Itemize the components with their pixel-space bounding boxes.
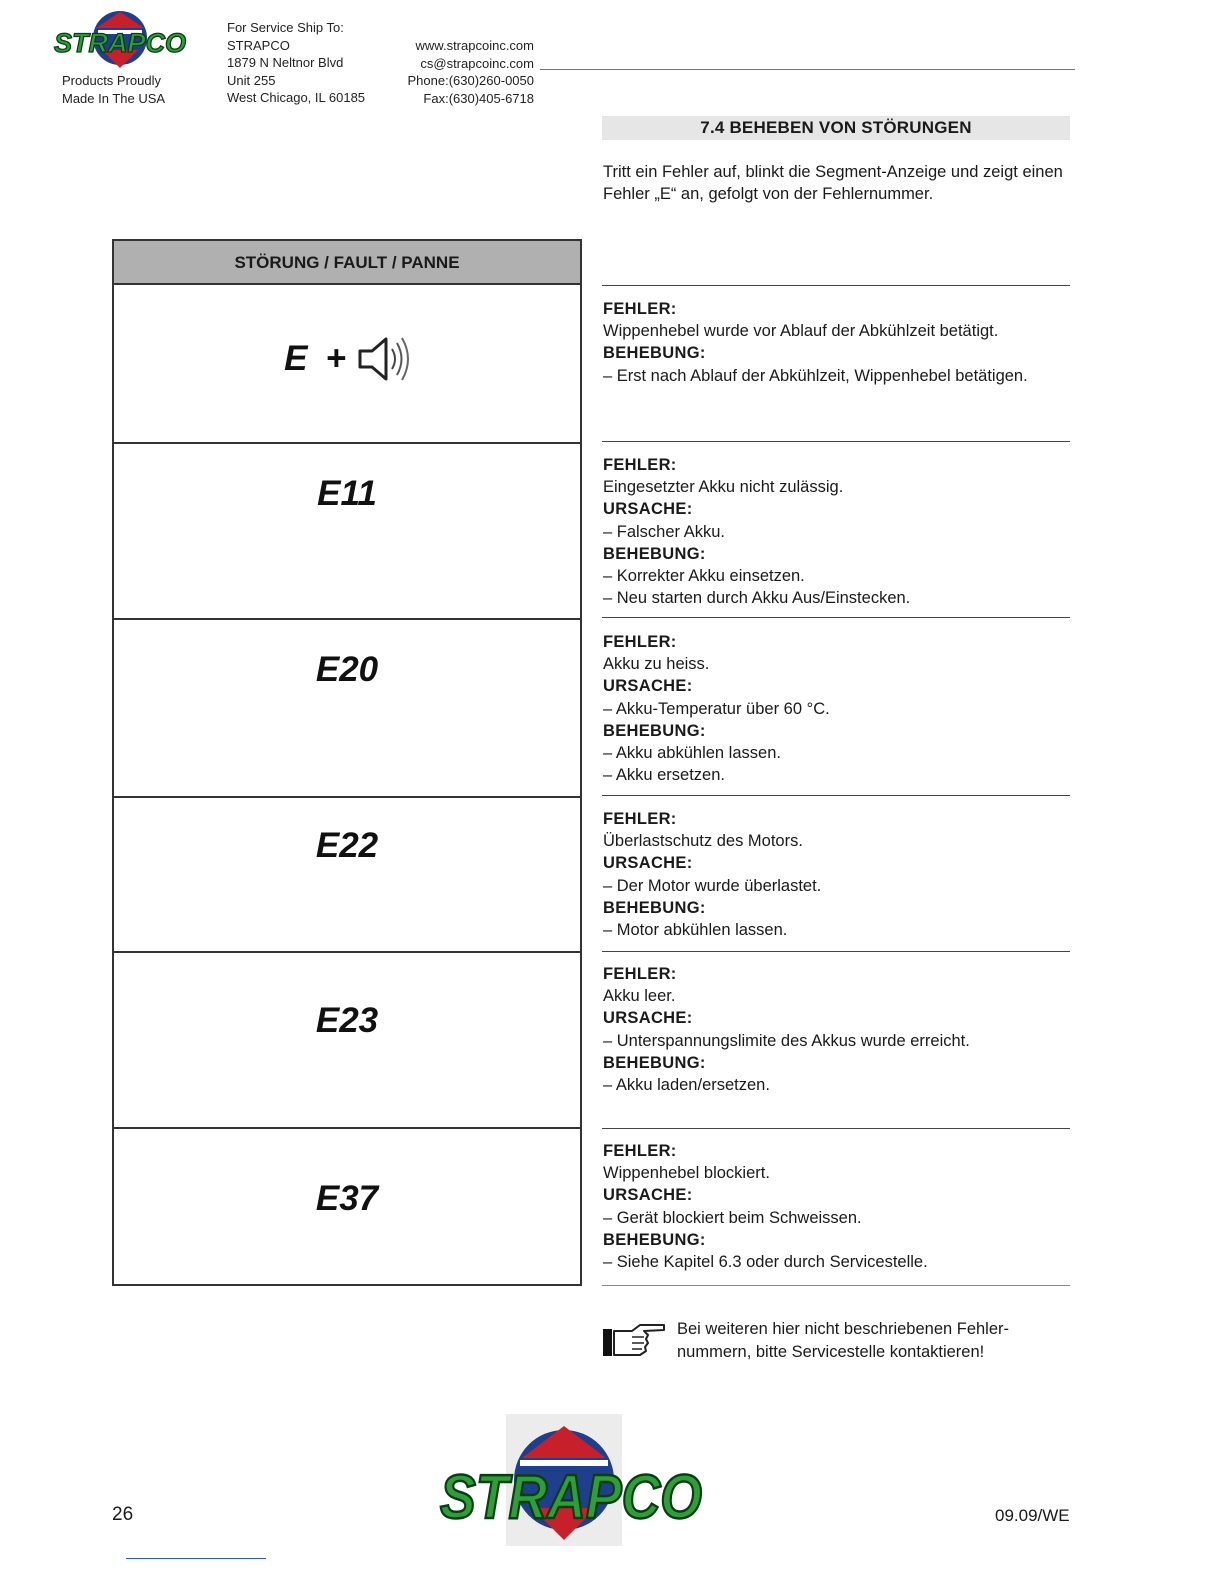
- description-list-item: – Neu starten durch Akku Aus/Einstecken.: [603, 589, 911, 608]
- description-label: URSACHE:: [603, 854, 693, 873]
- fault-description: [603, 454, 1073, 609]
- address-line: West Chicago, IL 60185: [227, 90, 366, 105]
- strapco-logo-large: [436, 1414, 706, 1546]
- section-intro: Tritt ein Fehler auf, blinkt die Segment-Anzeige und zeigt einen Fehler „E“ an, gefolgt von der Fehlernummer.: [603, 163, 1063, 203]
- address-line: STRAPCO: [227, 37, 290, 53]
- fault-description: [603, 1140, 1073, 1273]
- description-label: FEHLER:: [603, 1142, 677, 1160]
- fault-row: [114, 1127, 580, 1284]
- fault-table: [112, 239, 582, 1286]
- description-label: BEHEBUNG:: [603, 544, 706, 563]
- description-label: BEHEBUNG:: [603, 1053, 706, 1072]
- fault-code: E11: [317, 474, 377, 513]
- description-list-item: – Unterspannungslimite des Akkus wurde erreicht.: [603, 1031, 970, 1050]
- description-label: URSACHE:: [603, 1186, 693, 1205]
- fault-row: [114, 796, 580, 951]
- fault-description: [603, 963, 1073, 1096]
- description-label: BEHEBUNG:: [603, 898, 706, 917]
- logo-large-text: STRAPCO: [440, 1463, 702, 1532]
- plus-sign: +: [325, 339, 346, 378]
- description-list-item: – Gerät blockiert beim Schweissen.: [603, 1208, 862, 1227]
- fault-code: E: [284, 339, 308, 378]
- row-divider: [602, 1128, 1070, 1129]
- tagline-line: Products Proudly: [62, 73, 161, 88]
- fault-row: [114, 285, 580, 442]
- row-divider: [602, 617, 1070, 618]
- row-divider: [602, 1285, 1070, 1286]
- description-list-item: – Motor abkühlen lassen.: [603, 921, 788, 940]
- fault-description: [603, 298, 1073, 387]
- description-list-item: – Erst nach Ablauf der Abkühlzeit, Wippenhebel betätigen.: [603, 366, 1028, 385]
- fault-row: [114, 442, 580, 618]
- address-line: For Service Ship To:: [227, 20, 344, 35]
- description-list-item: – Der Motor wurde überlastet.: [603, 876, 822, 895]
- description-list-item: – Siehe Kapitel 6.3 oder durch Servicestelle.: [603, 1253, 928, 1272]
- section-heading: 7.4 BEHEBEN VON STÖRUNGEN: [602, 116, 1070, 140]
- contact-info: [380, 37, 534, 107]
- document-code: 09.09/WE: [995, 1506, 1070, 1525]
- description-label: BEHEBUNG:: [603, 721, 706, 740]
- description-text: Überlastschutz des Motors.: [603, 832, 803, 851]
- fault-code: E37: [315, 1179, 379, 1218]
- fault-table-header: STÖRUNG / FAULT / PANNE: [114, 241, 580, 285]
- description-label: FEHLER:: [603, 965, 677, 983]
- header-divider: [540, 69, 1075, 70]
- description-list-item: – Akku abkühlen lassen.: [603, 744, 781, 763]
- logo-small-text: STRAPCO: [53, 28, 187, 58]
- description-label: BEHEBUNG:: [603, 1230, 706, 1249]
- fault-row: [114, 618, 580, 796]
- description-label: FEHLER:: [603, 633, 677, 651]
- email-link[interactable]: cs@strapcoinc.com: [420, 55, 534, 71]
- row-divider: [602, 951, 1070, 952]
- service-address: [227, 19, 365, 107]
- pointing-hand-icon: [602, 1319, 666, 1359]
- description-list-item: – Akku-Temperatur über 60 °C.: [603, 699, 830, 718]
- description-label: URSACHE:: [603, 1009, 693, 1028]
- description-text: Wippenhebel blockiert.: [603, 1164, 770, 1183]
- description-text: Wippenhebel wurde vor Ablauf der Abkühlzeit betätigt.: [603, 322, 999, 341]
- description-label: BEHEBUNG:: [603, 344, 706, 363]
- fax-number: Fax:(630)405-6718: [423, 90, 534, 106]
- description-list-item: – Akku ersetzen.: [603, 766, 725, 785]
- page-number: 26: [112, 1504, 134, 1525]
- description-label: FEHLER:: [603, 300, 677, 318]
- footer-link-underline: [126, 1558, 266, 1559]
- description-list-item: – Falscher Akku.: [603, 522, 725, 541]
- note-text: Bei weiteren hier nicht beschriebenen Fehler-nummern, bitte Servicestelle kontaktieren!: [677, 1320, 1010, 1361]
- address-line: 1879 N Neltnor Blvd: [227, 55, 344, 70]
- description-list-item: – Akku laden/ersetzen.: [603, 1076, 770, 1095]
- description-text: Akku leer.: [603, 987, 676, 1006]
- row-divider: [602, 285, 1070, 286]
- tagline: [62, 72, 165, 108]
- fault-code: E20: [315, 650, 379, 689]
- speaker-icon: [356, 333, 410, 385]
- strapco-logo-small: [53, 6, 187, 72]
- fault-code: E22: [315, 826, 379, 865]
- description-text: Eingesetzter Akku nicht zulässig.: [603, 478, 844, 497]
- row-divider: [602, 441, 1070, 442]
- fault-description: [603, 631, 1073, 786]
- tagline-line: Made In The USA: [62, 91, 166, 106]
- row-divider: [602, 795, 1070, 796]
- description-label: URSACHE:: [603, 677, 693, 696]
- fault-description: [603, 808, 1073, 941]
- fault-row: [114, 951, 580, 1127]
- fault-code-e-beep: [114, 333, 580, 385]
- description-text: Akku zu heiss.: [603, 655, 710, 674]
- description-label: FEHLER:: [603, 456, 677, 474]
- website-link[interactable]: www.strapcoinc.com: [415, 38, 534, 53]
- fault-code: E23: [315, 1001, 379, 1040]
- description-label: URSACHE:: [603, 500, 693, 519]
- address-line: Unit 255: [227, 72, 276, 88]
- phone-number: Phone:(630)260-0050: [407, 73, 534, 88]
- description-list-item: – Korrekter Akku einsetzen.: [603, 567, 805, 586]
- description-label: FEHLER:: [603, 810, 677, 828]
